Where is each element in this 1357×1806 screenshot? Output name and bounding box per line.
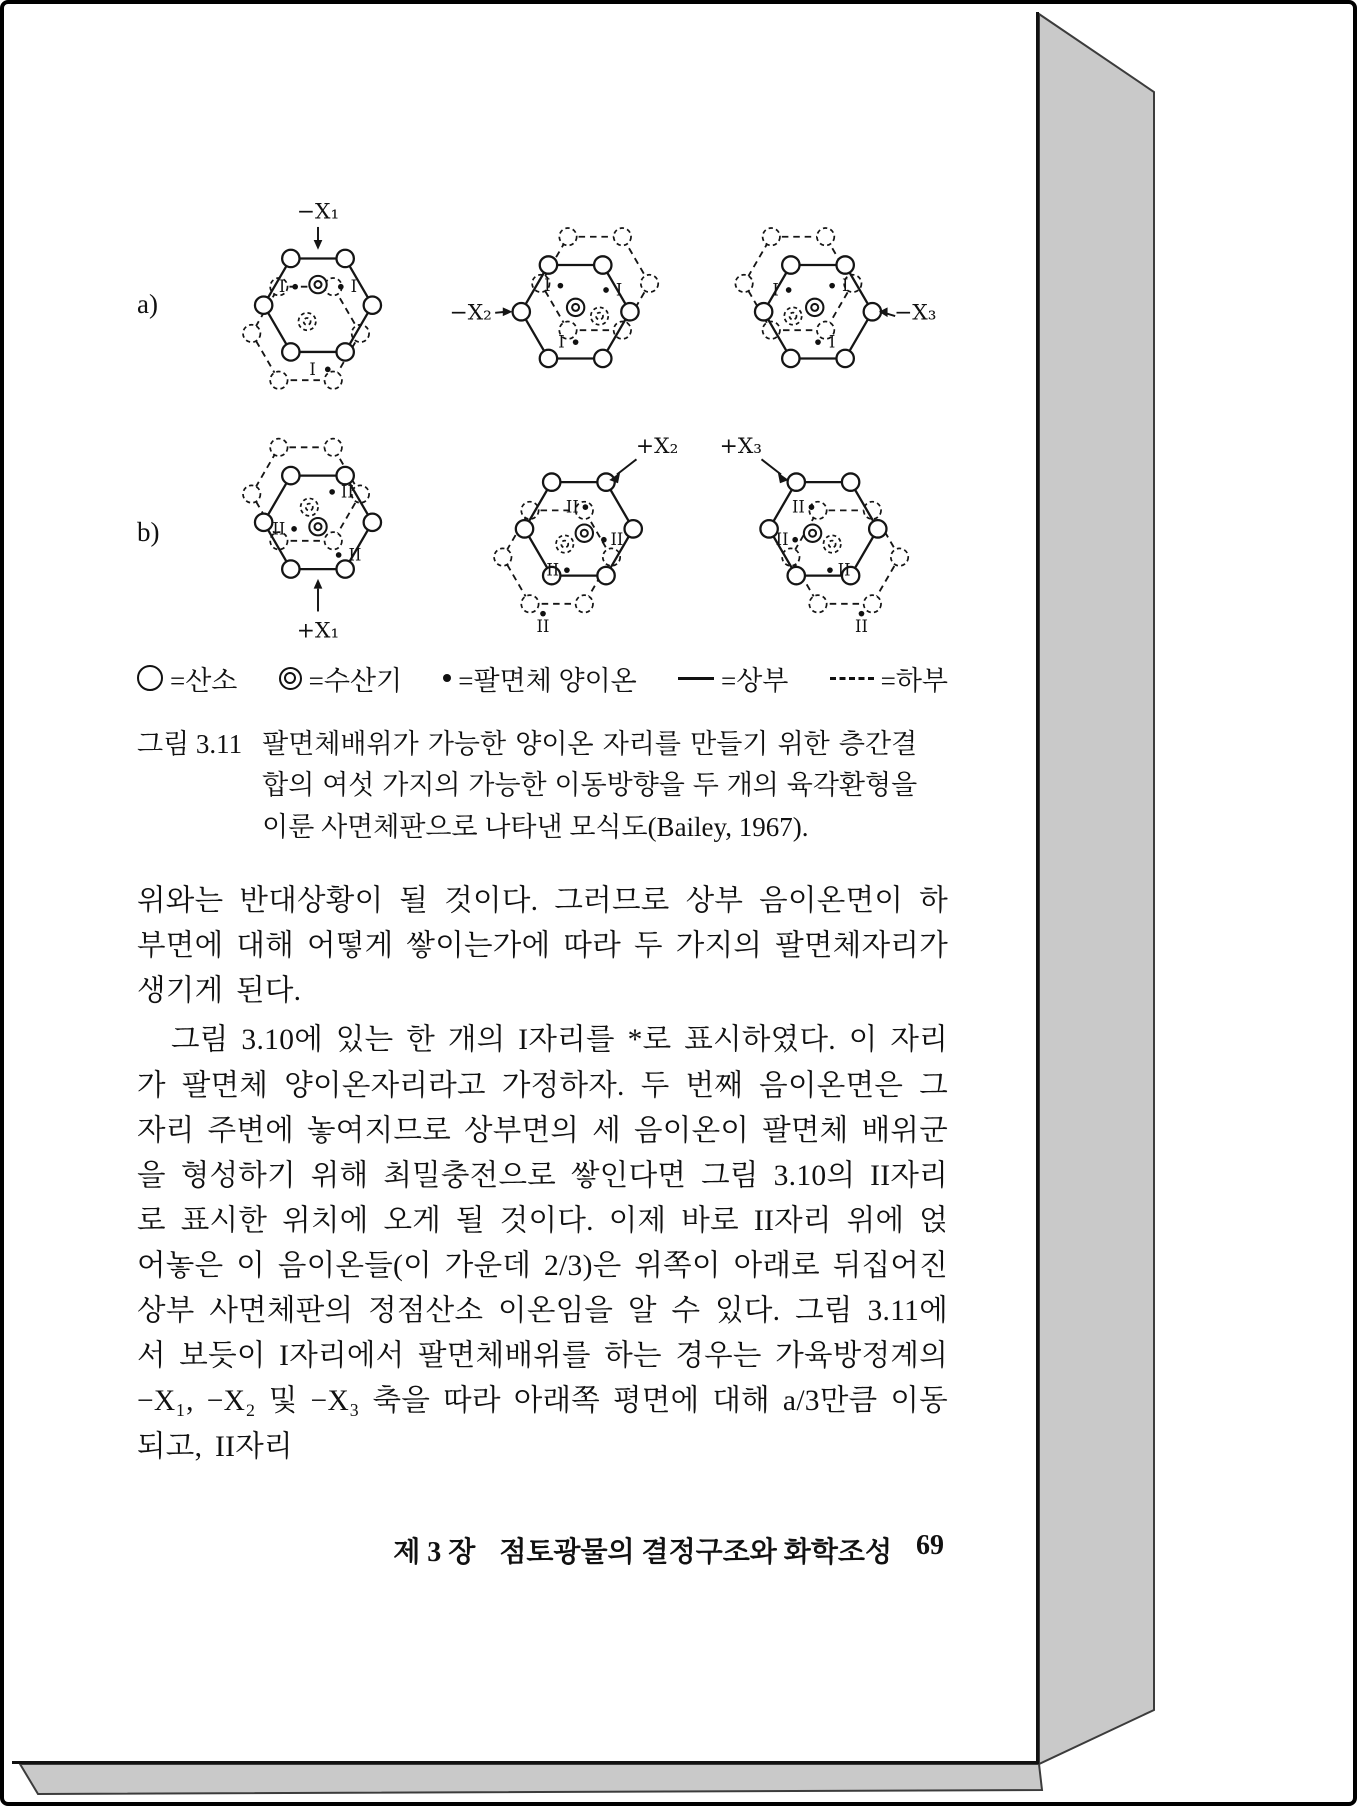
site-label: I bbox=[278, 277, 286, 297]
page-footer bbox=[137, 1530, 948, 1570]
site-label: II bbox=[610, 530, 624, 550]
axis-label: +X₁ bbox=[296, 618, 340, 644]
hydroxyl-upper-icon bbox=[806, 299, 823, 316]
page-number: 69 bbox=[916, 1529, 944, 1561]
site-label: I bbox=[544, 276, 551, 296]
hydroxyl-lower-icon bbox=[784, 307, 801, 324]
site-label: II bbox=[855, 617, 868, 637]
axis-label-group bbox=[297, 579, 339, 644]
upper-hexagon bbox=[760, 474, 886, 585]
axis-label: −X₂ bbox=[449, 300, 492, 326]
lower-hexagon bbox=[782, 502, 908, 613]
legend-item-cation bbox=[443, 659, 636, 698]
hydroxyl-lower-icon bbox=[556, 536, 573, 553]
figure-3-11 bbox=[137, 190, 948, 647]
footer-chapter: 제 3 장 bbox=[393, 1536, 476, 1568]
paragraph-2: 그림 3.10에 있는 한 개의 I자리를 *로 표시하였다. 이 자리가 팔면체 양이온자리라고 가정하자. 두 번째 음이온면은 그 자리 주변에 놓여지므로 상부면의 세 음이온이 팔면체 배위군을 형성하기 위해 최밀충전으로 쌓인다면 그림 3.10의 II자리로 표시한 위치에 오게 될 것이다. 이제 바로 II자리 위에 얹어놓은 이 음이온들(이 가운데 2/3)은 위쪽이 아래로 뒤집어진 상부 사면체판의 정점산소 이온임을 알 수 있다. 그림 3.11에서 보듯이 I자리에서 팔면체배위를 하는 경우는 가육방정계의 −X₁, −X₂ 및 −X₃ 축을 따라 아래쪽 평면에 대해 a/3만큼 이동되고, II자리 bbox=[137, 1024, 948, 1463]
hydroxyl-circle-icon bbox=[279, 667, 302, 690]
hexagon-diagram-a1 bbox=[193, 190, 443, 418]
axis-label: +X₃ bbox=[719, 434, 763, 460]
legend-label-lower: =하부 bbox=[880, 665, 948, 696]
site-label: I bbox=[772, 280, 779, 300]
hexagon-diagram-b2 bbox=[443, 418, 693, 646]
legend-item-oxygen bbox=[137, 659, 237, 698]
arrowhead-icon bbox=[314, 579, 323, 589]
dashed-line-icon bbox=[830, 677, 874, 680]
site-label: I bbox=[350, 277, 358, 297]
legend-label-oxygen: =산소 bbox=[170, 665, 238, 696]
hydroxyl-upper-icon bbox=[309, 518, 326, 535]
figure-legend bbox=[137, 659, 948, 698]
axis-label-group bbox=[609, 434, 678, 483]
hydroxyl-lower-icon bbox=[298, 313, 315, 330]
figure-row-b bbox=[137, 418, 948, 646]
site-label: I bbox=[558, 332, 565, 352]
arrowhead-icon bbox=[503, 307, 513, 316]
site-label: I bbox=[828, 332, 836, 352]
lower-hexagon bbox=[494, 502, 620, 613]
site-label: II bbox=[837, 560, 851, 580]
site-label: I bbox=[309, 359, 316, 379]
site-label: I bbox=[615, 280, 623, 300]
legend-item-hydroxyl bbox=[279, 659, 402, 698]
hydroxyl-upper-icon bbox=[576, 525, 593, 542]
hydroxyl-lower-icon bbox=[823, 536, 840, 553]
hydroxyl-upper-icon bbox=[804, 525, 821, 542]
site-label: II bbox=[546, 560, 560, 580]
page-stack-bottom bbox=[20, 1764, 1042, 1794]
paragraph-1: 위와는 반대상황이 될 것이다. 그러므로 상부 음이온면이 하부면에 대해 어떻게 쌓이는가에 따라 두 가지의 팔면체자리가 생기게 된다. bbox=[137, 885, 948, 1008]
axis-label-group bbox=[879, 300, 937, 325]
solid-line-icon bbox=[678, 677, 714, 680]
site-label: II bbox=[272, 519, 286, 539]
site-label: II bbox=[536, 617, 550, 637]
cation-sites bbox=[544, 276, 622, 352]
axis-label-group bbox=[297, 199, 339, 250]
arrowhead-icon bbox=[314, 240, 323, 250]
hexagon-diagram-a3 bbox=[693, 190, 943, 418]
body-text bbox=[137, 879, 948, 1470]
hydroxyl-lower-icon bbox=[591, 307, 608, 324]
axis-label-group bbox=[450, 300, 513, 325]
footer-title: 점토광물의 결정구조와 화학조성 bbox=[499, 1536, 892, 1568]
page bbox=[12, 12, 1039, 1764]
axis-label: −X₁ bbox=[296, 199, 340, 225]
legend-label-cation: =팔면체 양이온 bbox=[458, 665, 637, 696]
axis-label-group bbox=[720, 434, 789, 483]
hexagon-diagram-b1 bbox=[193, 418, 443, 646]
oxygen-circle-icon bbox=[137, 665, 163, 691]
axis-label: +X₂ bbox=[635, 434, 679, 460]
caption-label: 그림 3.11 bbox=[137, 728, 243, 759]
hexagon-diagram-a2 bbox=[443, 190, 693, 418]
hydroxyl-upper-icon bbox=[567, 299, 584, 316]
legend-label-hydroxyl: =수산기 bbox=[308, 665, 403, 696]
figure-row-a bbox=[137, 190, 948, 418]
caption-text: 팔면체배위가 가능한 양이온 자리를 만들기 위한 층간결합의 여섯 가지의 가능한 이동방향을 두 개의 육각환형을 이룬 사면체판으로 나타낸 모식도(Bailey, 1967). bbox=[262, 728, 918, 843]
cation-dot-icon bbox=[443, 674, 451, 682]
site-label: II bbox=[565, 497, 579, 517]
hydroxyl-upper-icon bbox=[309, 276, 326, 293]
axis-label: −X₃ bbox=[894, 300, 937, 326]
row-label-b: b) bbox=[137, 516, 160, 547]
site-label: II bbox=[340, 482, 354, 502]
site-label: II bbox=[791, 497, 805, 517]
hexagon-diagram-b3 bbox=[693, 418, 943, 646]
hydroxyl-lower-icon bbox=[301, 499, 318, 516]
row-label-a: a) bbox=[137, 288, 158, 319]
site-label: II bbox=[775, 530, 789, 550]
page-stack-right bbox=[1039, 14, 1154, 1764]
figure-caption bbox=[137, 724, 948, 850]
site-label: I bbox=[841, 276, 849, 296]
upper-hexagon bbox=[255, 250, 381, 361]
legend-item-lower bbox=[830, 659, 948, 698]
legend-label-upper: =상부 bbox=[720, 665, 789, 696]
site-label: II bbox=[348, 545, 362, 565]
legend-item-upper bbox=[678, 659, 788, 698]
page-content bbox=[12, 12, 1036, 1570]
